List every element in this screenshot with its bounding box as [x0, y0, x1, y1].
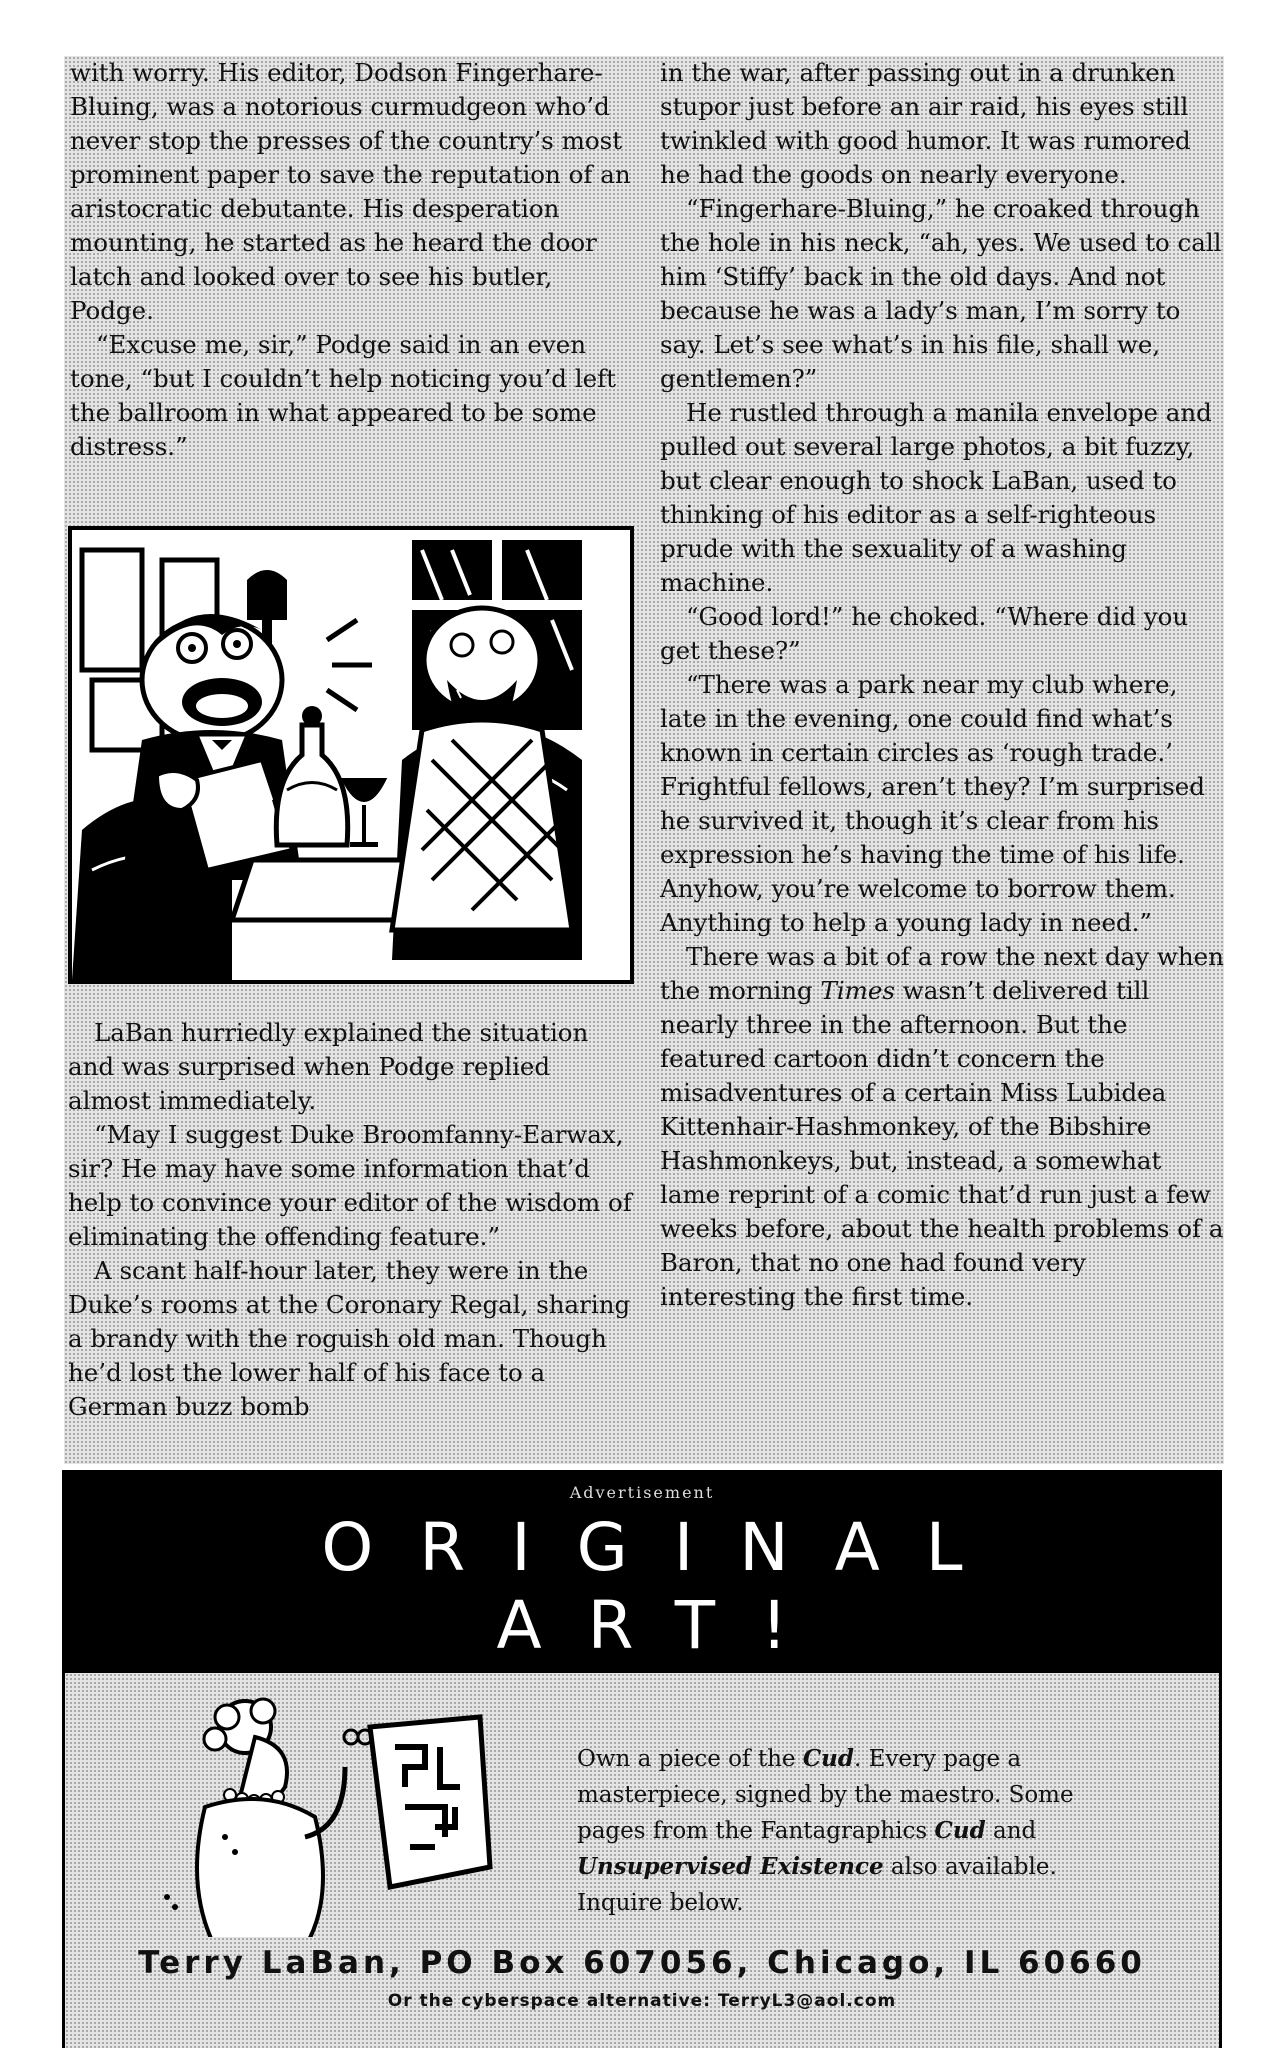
- ad-body: [65, 1673, 1219, 2048]
- newspaper-name: Times: [820, 976, 895, 1005]
- ad-banner: [65, 1473, 1219, 1673]
- ad-copy: [577, 1741, 1137, 1921]
- paragraph: in the war, after passing out in a drunken stupor just before an air raid, his eyes still twinkled with good humor. It was rumored he had the goods on nearly everyone.: [660, 58, 1191, 189]
- text-run: also available. Inquire below.: [577, 1854, 1057, 1916]
- paragraph: “Good lord!” he choked. “Where did you get these?”: [660, 602, 1189, 665]
- paragraph-last: [660, 940, 1226, 1314]
- advertisement: [62, 1470, 1222, 2048]
- ad-kicker: Advertisement: [569, 1483, 715, 1502]
- paragraph: A scant half-hour later, they were in the Duke’s rooms at the Coronary Regal, sharing a brandy with the roguish old man. Though he’d lost the lower half of his face to a German buzz bomb: [68, 1256, 631, 1421]
- text-run-bold: Cud: [934, 1817, 986, 1844]
- ad-illustration: [155, 1687, 535, 1937]
- ad-headline: [65, 1509, 1219, 1665]
- text-run: and: [985, 1818, 1037, 1844]
- paragraph: “Fingerhare-Bluing,” he croaked through the hole in his neck, “ah, yes. We used to call him ‘Stiffy’ back in the old days. And not because he was a lady’s man, I’m sorry to say. Let’s see what’s in his file, shall we, gentlemen?”: [660, 194, 1222, 393]
- paragraph: with worry. His editor, Dodson Fingerhare-Bluing, was a notorious curmudgeon who’d never stop the presses of the country’s most prominent paper to save the reputation of an aristocratic debutante. His desperation mounting, he started as he heard the door latch and looked over to see his butler, Podge.: [70, 58, 631, 325]
- ad-address: Terry LaBan, PO Box 607056, Chicago, IL 60660: [138, 1945, 1146, 1981]
- text-run-bold: Unsupervised Existence: [577, 1853, 884, 1880]
- text-run-bold: Cud: [802, 1745, 854, 1772]
- text-run: . Every page a masterpiece, signed by the maestro. Some pages from the Fantagraphics: [577, 1746, 1074, 1844]
- ad-headline-line: ORIGINAL: [321, 1509, 1009, 1586]
- paragraph: LaBan hurriedly explained the situation and was surprised when Podge replied almost immediately.: [68, 1018, 589, 1115]
- comic-illustration: [72, 530, 630, 980]
- paragraph: “There was a park near my club where, late in the evening, one could find what’s known in certain circles as ‘rough trade.’ Frightful fellows, aren’t they? I’m surprised he survived it, though it’s clear from his expression he’s having the time of his life. Anyhow, you’re welcome to borrow them. Anything to help a young lady in need.”: [660, 670, 1205, 937]
- text-run: There was a bit of a row the next day when the morning: [660, 942, 1224, 1005]
- paragraph: “May I suggest Duke Broomfanny-Earwax, sir? He may have some information that’d help to convince your editor of the wisdom of eliminating the offending feature.”: [68, 1120, 632, 1251]
- ad-headline-line: ART!: [496, 1587, 834, 1664]
- left-column-top: [70, 56, 638, 464]
- paragraph: “Excuse me, sir,” Podge said in an even tone, “but I couldn’t help noticing you’d left the ballroom in what appeared to be some distress.”: [70, 330, 616, 461]
- lady-with-painting-drawing: [155, 1687, 535, 1937]
- left-column-bottom: [68, 1016, 638, 1424]
- ad-email-line: Or the cyberspace alternative: TerryL3@aol.com: [387, 1991, 897, 2011]
- text-run: wasn’t delivered till nearly three in the afternoon. But the featured cartoon didn’t concern the misadventures of a certain Miss Lubidea Kittenhair-Hashmonkey, of the Bibshire Hashmonkeys, but, instead, a somewhat lame reprint of a comic that’d run just a few weeks before, about the health problems of a Baron, that no one had found very interesting the first time.: [660, 976, 1224, 1311]
- paragraph: He rustled through a manila envelope and pulled out several large photos, a bit fuzzy, but clear enough to shock LaBan, used to thinking of his editor as a self-righteous prude with the sexuality of a washing machine.: [660, 398, 1212, 597]
- text-run: Own a piece of the: [577, 1746, 803, 1772]
- comic-panel: [68, 526, 634, 984]
- right-column: [660, 56, 1226, 1314]
